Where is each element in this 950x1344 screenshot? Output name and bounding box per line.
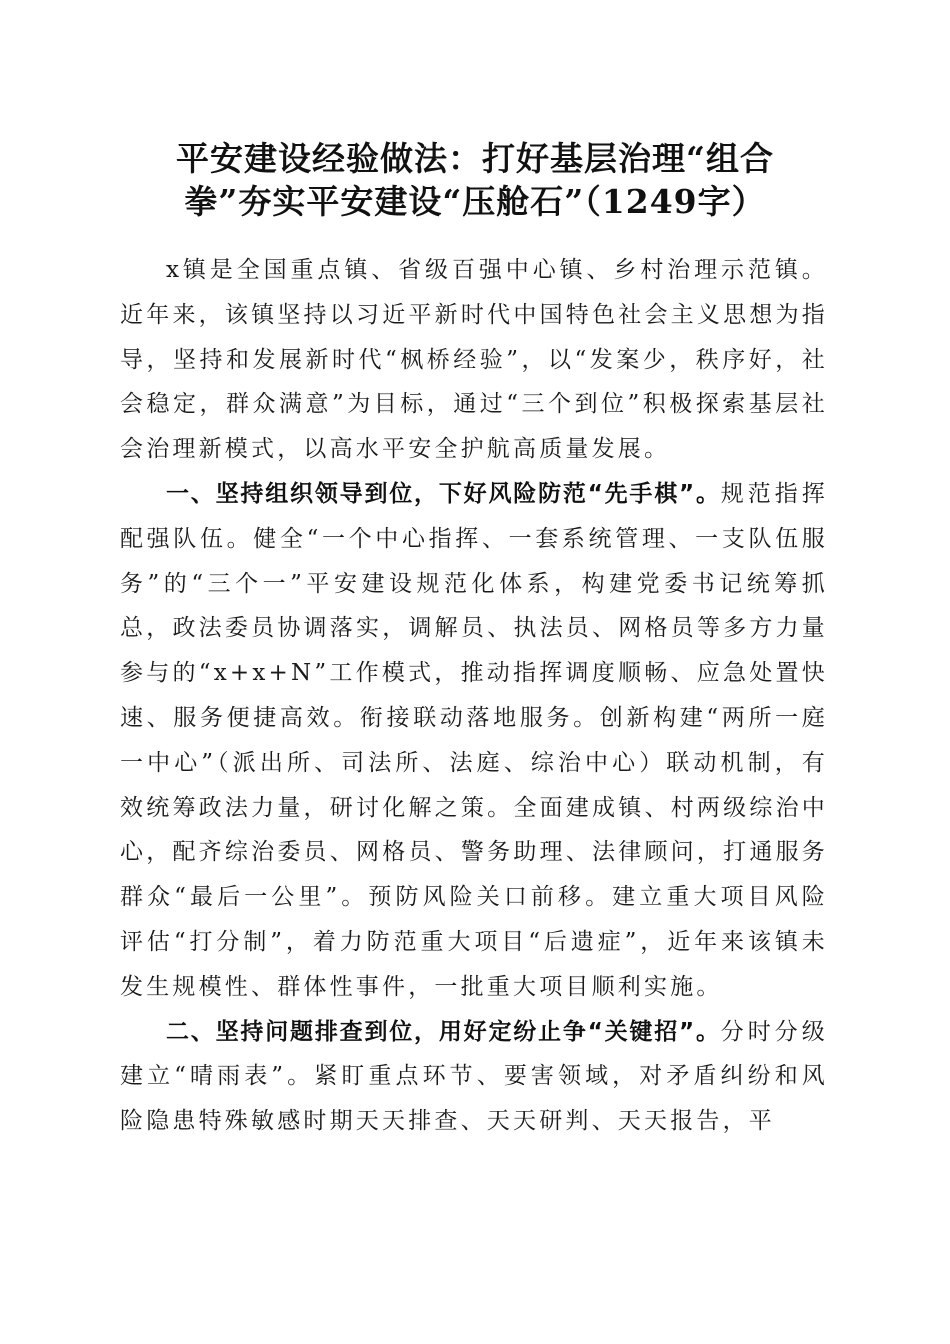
- document-title: [120, 137, 830, 223]
- paragraph-section-1: [120, 472, 828, 1010]
- title-line-1: 平安建设经验做法：打好基层治理“组合: [176, 139, 774, 178]
- section-2-text: 分时分级建立“晴雨表”。紧盯重点环节、要害领域，对矛盾纠纷和风险隐患特殊敏感时期天天排查、天天研判、天天报告，平: [120, 1018, 828, 1135]
- section-1-text: 规范指挥配强队伍。健全“一个中心指挥、一套系统管理、一支队伍服务”的“三个一”平安建设规范化体系，构建党委书记统筹抓总，政法委员协调落实，调解员、执法员、网格员等多方力量参与的“x+x+N”工作模式，推动指挥调度顺畅、应急处置快速、服务便捷高效。衔接联动落地服务。创新构建“两所一庭一中心”（派出所、司法所、法庭、综治中心）联动机制，有效统筹政法力量，研讨化解之策。全面建成镇、村两级综治中心，配齐综治委员、网格员、警务助理、法律顾问，打通服务群众“最后一公里”。预防风险关口前移。建立重大项目风险评估“打分制”，着力防范重大项目“后遗症”，近年来该镇未发生规模性、群体性事件，一批重大项目顺利实施。: [120, 480, 828, 1000]
- paragraph-section-2: [120, 1010, 828, 1144]
- section-2-heading: 二、坚持问题排查到位，用好定纷止争“关键招”。: [166, 1018, 721, 1045]
- title-line-2: 拳”夯实平安建设“压舱石”（1249字）: [184, 182, 766, 221]
- document-body: [120, 248, 828, 1144]
- section-1-heading: 一、坚持组织领导到位，下好风险防范“先手棋”。: [166, 480, 721, 507]
- paragraph-intro-text: x镇是全国重点镇、省级百强中心镇、乡村治理示范镇。近年来，该镇坚持以习近平新时代中国特色社会主义思想为指导，坚持和发展新时代“枫桥经验”，以“发案少，秩序好，社会稳定，群众满意”为目标，通过“三个到位”积极探索基层社会治理新模式，以高水平安全护航高质量发展。: [120, 257, 828, 463]
- paragraph-intro: [120, 248, 828, 472]
